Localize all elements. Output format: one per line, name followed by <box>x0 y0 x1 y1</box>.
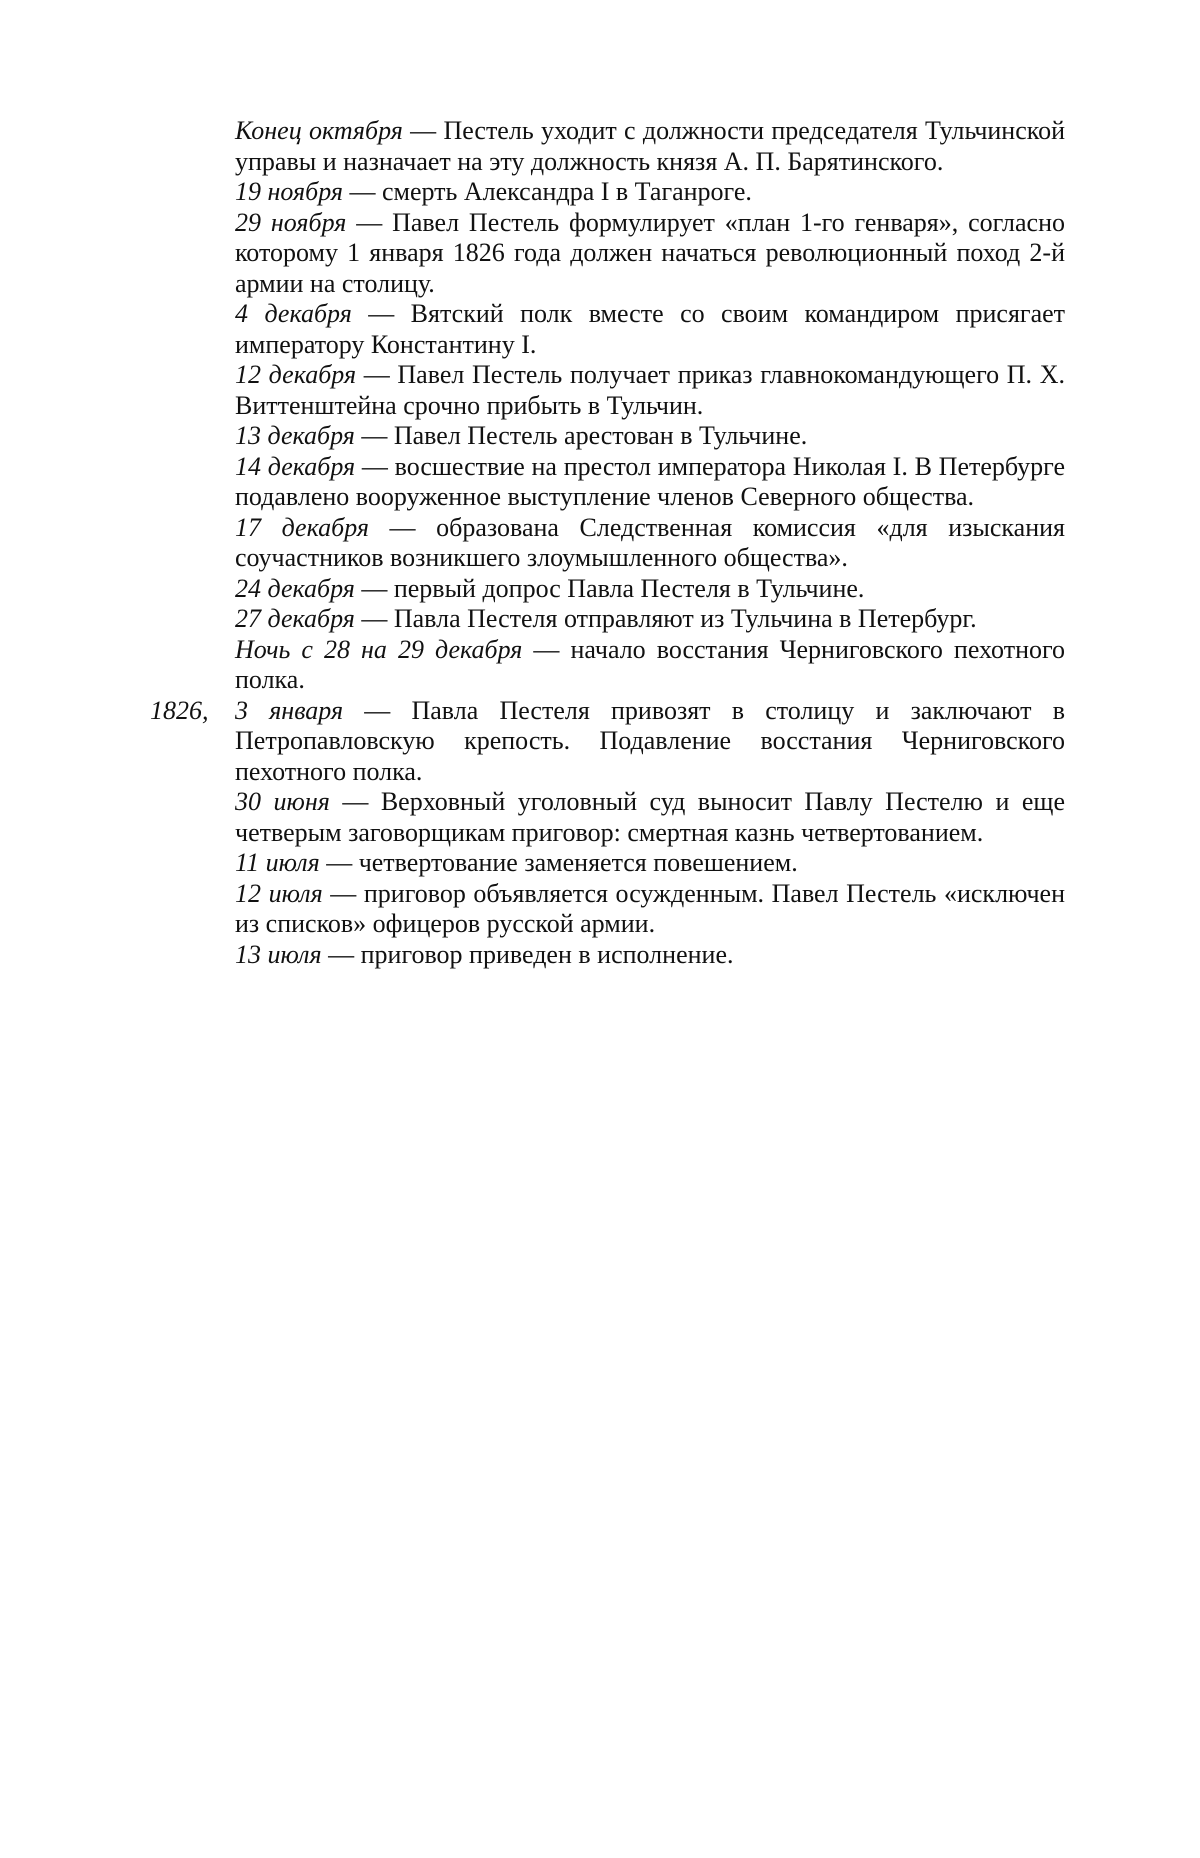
chronology-entry <box>235 116 1065 177</box>
entry-text: — Павел Пестель формулирует «план 1-го генваря», согласно которому 1 января 1826 года должен начаться революционный поход 2-й армии на столицу. <box>235 207 1065 298</box>
chronology-entry <box>235 452 1065 513</box>
chronology-list <box>150 116 1066 970</box>
chronology-entry <box>235 513 1065 574</box>
entry-text: — образована Следственная комиссия «для изыскания соучастников возникшего злоумышленного общества». <box>235 512 1065 572</box>
entry-text: — четвертование заменяется повешением. <box>319 848 798 877</box>
entry-date: Конец октября <box>235 116 403 145</box>
chronology-entry <box>235 787 1065 848</box>
chronology-entry <box>235 177 1065 208</box>
entry-text: — Павел Пестель получает приказ главнокомандующего П. Х. Виттенштейна срочно прибыть в Тульчин. <box>235 360 1066 420</box>
chronology-entry <box>235 299 1065 360</box>
entry-date: 13 июля <box>235 939 322 969</box>
entry-text: — Верховный уголовный суд выносит Павлу Пестелю и еще четверым заговорщикам приговор: смертная казнь четвертованием. <box>235 787 1065 847</box>
chronology-entry <box>235 360 1065 421</box>
entry-date: 13 декабря <box>235 421 355 450</box>
chronology-entry <box>150 695 1065 788</box>
chronology-entry <box>235 635 1065 696</box>
entry-text: — Павла Пестеля отправляют из Тульчина в Петербург. <box>354 604 977 633</box>
entry-year: 1826, <box>150 695 209 725</box>
entry-text: — Пестель уходит с должности председателя Тульчинской управы и назначает на эту должность князя А. П. Барятинского. <box>235 116 1065 176</box>
entry-text: — приговор объявляется осужденным. Павел Пестель «исключен из списков» офицеров русской армии. <box>235 878 1066 938</box>
entry-date: 4 декабря <box>235 299 352 328</box>
entry-date: 24 декабря <box>235 573 355 603</box>
entry-text: — приговор приведен в исполнение. <box>321 939 734 969</box>
entry-text: — начало восстания Черниговского пехотного полка. <box>235 634 1065 694</box>
entry-text: — Павел Пестель арестован в Тульчине. <box>354 421 808 450</box>
entry-date: 14 декабря <box>235 451 356 481</box>
entry-date: 11 июля <box>235 848 320 877</box>
chronology-entry <box>235 879 1065 940</box>
chronology-entry <box>235 848 1065 879</box>
chronology-entry <box>235 421 1065 452</box>
entry-date: 17 декабря <box>235 512 369 542</box>
entry-date: 30 июня <box>235 787 330 816</box>
chronology-entry <box>235 940 1065 971</box>
entry-date: 3 января <box>235 695 344 725</box>
entry-text: — восшествие на престол императора Николая I. В Петербурге подавлено вооруженное выступление членов Северного общества. <box>235 451 1066 511</box>
entry-text: — Павла Пестеля привозят в столицу и заключают в Петропавловскую крепость. Подавление восстания Черниговского пехотного полка. <box>235 695 1065 786</box>
entry-date: 19 ноября <box>235 177 343 206</box>
entry-date: 29 ноября <box>235 207 347 237</box>
entry-text: — Вятский полк вместе со своим командиром присягает императору Константину I. <box>235 299 1066 359</box>
chronology-entry <box>235 208 1065 300</box>
chronology-entry <box>235 604 1065 635</box>
entry-date: 12 декабря <box>235 360 357 389</box>
entry-text: — смерть Александра I в Таганроге. <box>342 177 752 206</box>
entry-text: — первый допрос Павла Пестеля в Тульчине. <box>354 573 865 603</box>
entry-date: 12 июля <box>235 878 323 908</box>
chronology-entry <box>235 574 1065 605</box>
entry-date: Ночь с 28 на 29 декабря <box>235 634 523 664</box>
entry-date: 27 декабря <box>235 604 355 633</box>
